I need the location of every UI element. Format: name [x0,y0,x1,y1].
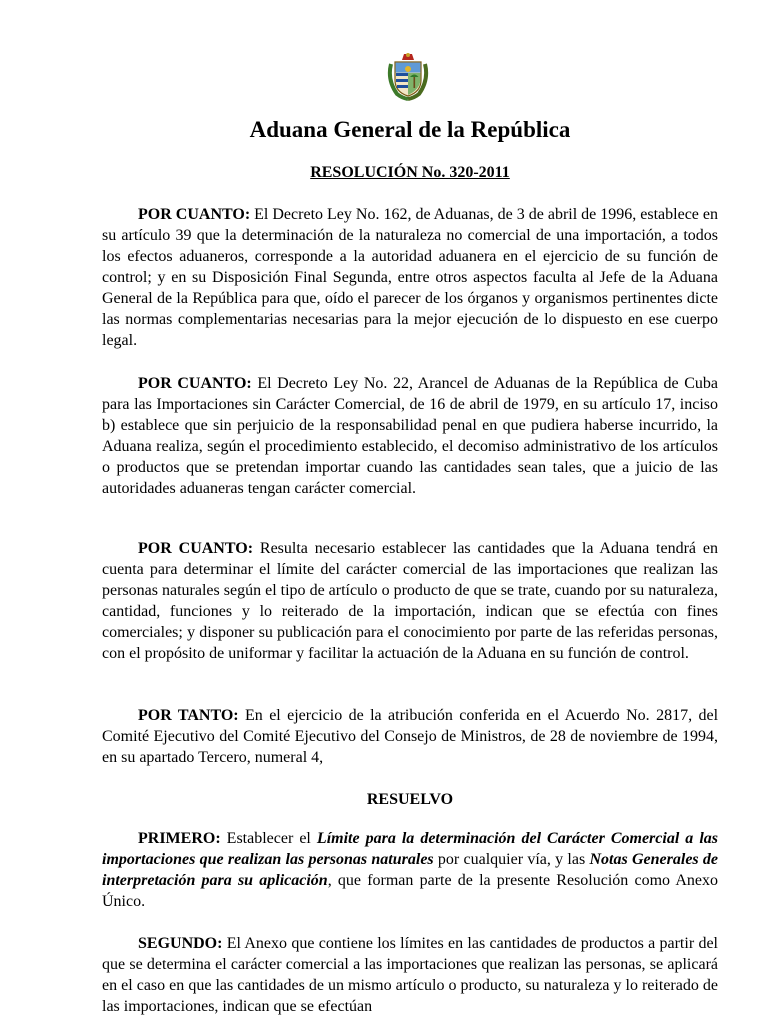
paragraph-lead: POR CUANTO: [138,206,251,223]
paragraph-text: Establecer el [220,830,317,847]
paragraph-lead: POR CUANTO: [138,375,252,392]
paragraph-text: por cualquier vía, y las [433,851,590,868]
emphasis-text: Notas Generales de interpretación para su aplicación [102,851,719,889]
resolution-number: RESOLUCIÓN No. 320-2011 [310,164,510,181]
paragraph-por-cuanto-2 [102,373,718,499]
paragraph-por-tanto [102,705,718,768]
paragraph-text: El Anexo que contiene los límites en las cantidades de productos a partir del que se determina el carácter comercial a las importaciones que realizan las personas, se aplicará en el caso en que las cantidades de un mismo artículo o producto, su naturaleza y lo reiterado de las importaciones, indican que se efectúan [102,935,718,1015]
paragraph-text: El Decreto Ley No. 22, Arancel de Aduanas de la República de Cuba para las Importaciones sin Carácter Comercial, de 16 de abril de 1979, en su artículo 17, inciso b) establece que sin perjuicio de la responsabilidad penal en que pudiera haberse incurrido, la Aduana realiza, según el procedimiento establecido, el decomiso administrativo de los artículos o productos que se pretendan importar cuando las cantidades sean tales, que a juicio de las autoridades aduaneras tengan carácter comercial. [102,375,719,497]
paragraph-segundo [102,933,718,1017]
page-title: Aduana General de la República [249,117,571,142]
paragraph-text: El Decreto Ley No. 162, de Aduanas, de 3 de abril de 1996, establece en su artículo 39 que la determinación de la naturaleza no comercial de una importación, a todos los efectos aduaneros, corresponde a la autoridad aduanera en el ejercicio de su función de control; y en su Disposición Final Segunda, entre otros aspectos faculta al Jefe de la Aduana General de la República para que, oído el parecer de los órganos y organismos pertinentes dicte las normas complementarias necesarias para la mejor ejecución de lo dispuesto en ese cuerpo legal. [102,206,718,349]
paragraph-text: , que forman parte de la presente Resolución como Anexo Único. [102,872,719,910]
paragraph-lead: PRIMERO: [138,830,221,847]
paragraph-lead: POR TANTO: [138,707,239,724]
emphasis-text: Límite para la determinación del Carácter Comercial a las importaciones que realizan las personas naturales [102,830,719,868]
coat-of-arms-icon [385,50,431,102]
paragraph-lead: POR CUANTO: [138,540,254,557]
section-heading-resuelvo: RESUELVO [366,791,454,808]
paragraph-text: Resulta necesario establecer las cantidades que la Aduana tendrá en cuenta para determinar el límite del carácter comercial de las importaciones que realizan las personas naturales según el tipo de artículo o producto de que se trate, cuando por su naturaleza, cantidad, funciones y lo reiterado de la importación, indican que se efectúa con fines comerciales; y disponer su publicación para el conocimiento por parte de las referidas personas, con el propósito de uniformar y facilitar la actuación de la Aduana en su función de control. [102,540,719,662]
paragraph-primero [102,828,718,912]
paragraph-text: En el ejercicio de la atribución conferida en el Acuerdo No. 2817, del Comité Ejecutivo del Comité Ejecutivo del Consejo de Ministros, de 28 de noviembre de 1994, en su apartado Tercero, numeral 4, [102,707,719,766]
paragraph-por-cuanto-1 [102,204,718,351]
paragraph-lead: SEGUNDO: [138,935,223,952]
paragraph-por-cuanto-3 [102,538,718,664]
